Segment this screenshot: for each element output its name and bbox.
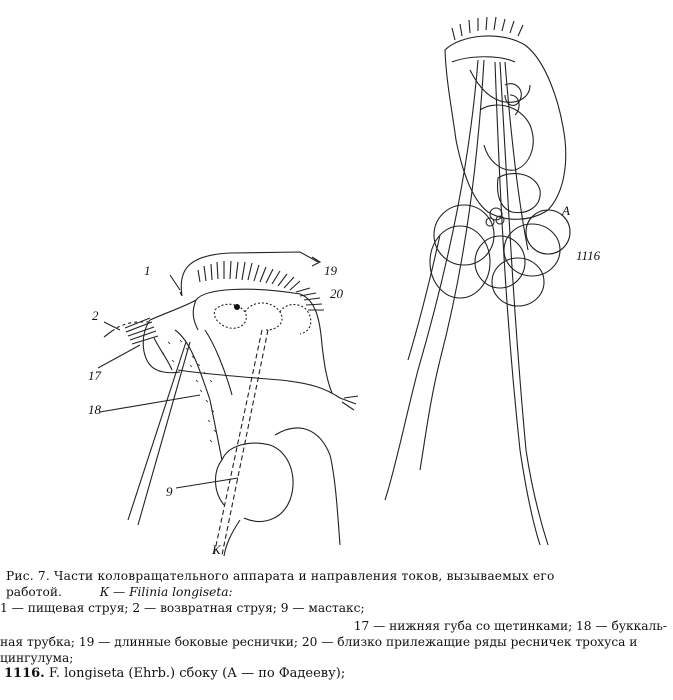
figure-k-drawing xyxy=(98,252,358,556)
caption-line-3: 1 — пищевая струя; 2 — возвратная струя; 9 — мастакс; xyxy=(0,601,365,615)
label-17: 17 xyxy=(88,368,101,383)
label-20: 20 xyxy=(330,286,343,301)
label-18: 18 xyxy=(88,402,101,417)
label-1: 1 xyxy=(144,263,151,278)
caption-line-7 xyxy=(4,666,673,682)
label-k: К xyxy=(212,542,221,557)
caption-line-2 xyxy=(6,584,673,600)
label-a: А xyxy=(562,203,570,218)
caption-line-5: ная трубка; 19 — длинные боковые реснички; 20 — близко прилежащие ряды ресничек трохуса и xyxy=(0,635,638,649)
caption-line-7-text: F. longiseta (Ehrb.) сбоку (А — по Фадееву); xyxy=(48,666,346,681)
caption-line-1: Рис. 7. Части коловращательного аппарата и направления токов, вызываемых его xyxy=(6,569,555,583)
label-1116: 1116 xyxy=(576,248,601,263)
figure-number-1116: 1116. xyxy=(4,666,45,681)
caption-line-2-start: работой. xyxy=(6,585,62,599)
figure-1116-drawing xyxy=(385,17,570,545)
caption-line-2-species: К — Filinia longiseta: xyxy=(99,585,233,599)
caption-line-4: 17 — нижняя губа со щетинками; 18 — буккаль- xyxy=(353,619,667,633)
label-19: 19 xyxy=(324,263,337,278)
label-9: 9 xyxy=(166,484,173,499)
caption-line-6: цингулума; xyxy=(0,651,74,665)
label-2: 2 xyxy=(92,308,99,323)
